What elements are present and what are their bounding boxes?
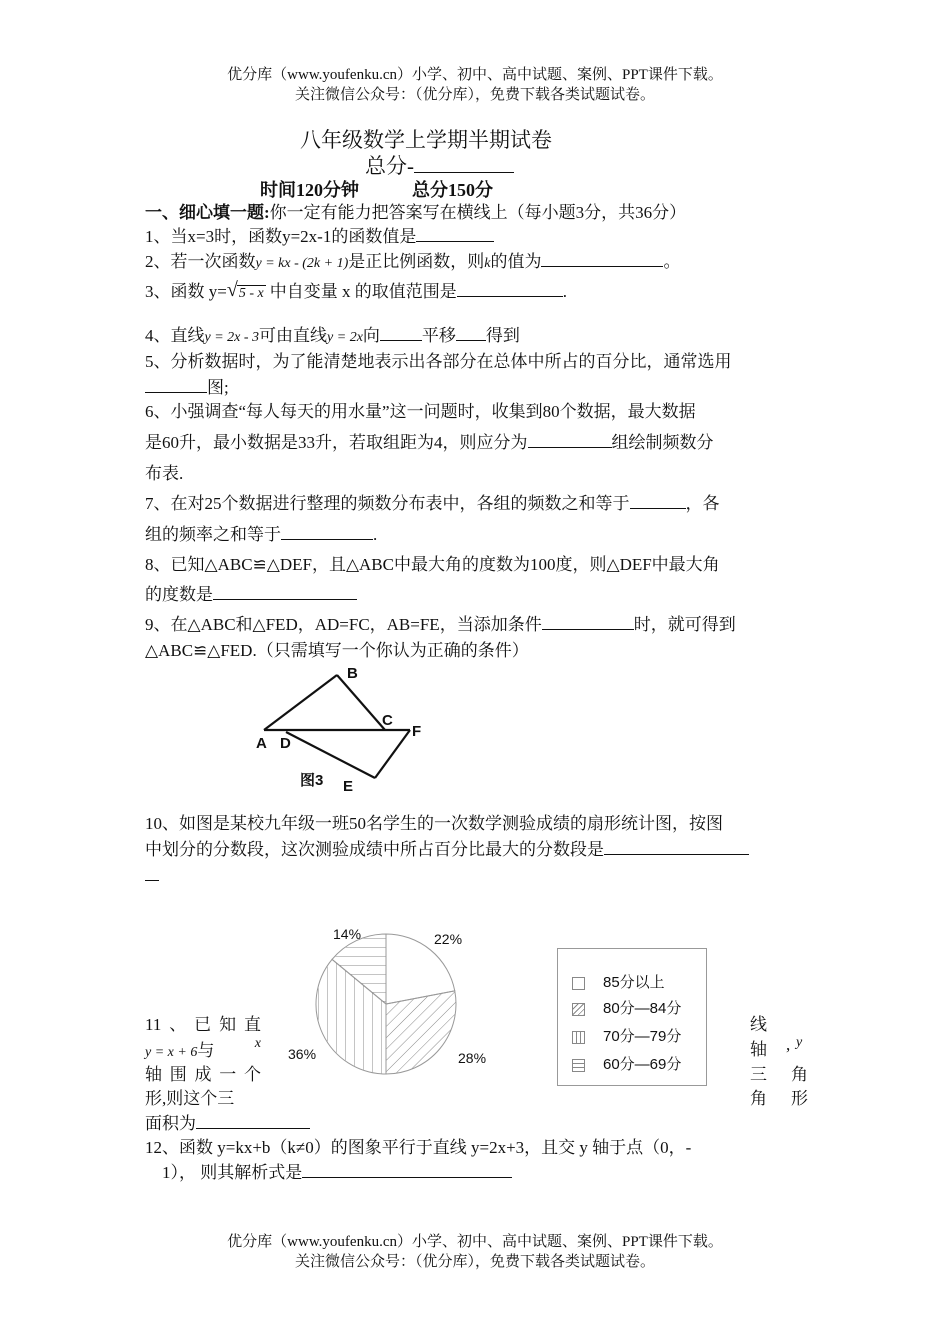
- q7-text-b: ，各: [685, 494, 720, 513]
- q8-answer-blank[interactable]: [213, 583, 357, 600]
- q11-jiao2-char: 角: [750, 1089, 767, 1108]
- q11-jiao-char: 角: [791, 1065, 808, 1084]
- page-footer-line2: 关注微信公众号：（优分库），免费下载各类试题试卷。: [294, 1254, 655, 1270]
- q10-text-b: 中划分的分数段，这次测验成绩中所占百分比最大的分数段是: [145, 840, 604, 859]
- q12-text-b: 1）， 则其解析式是: [162, 1163, 303, 1182]
- legend-item-85: 85分以上: [572, 971, 665, 992]
- pie-slice-80-84: [386, 991, 456, 1074]
- question-7-cont: [145, 523, 810, 547]
- page-footer-line1: 优分库（www.youfenku.cn）小学、初中、高中试题、案例、PPT课件下载。: [227, 1234, 723, 1250]
- q2-text-c: 的值为: [490, 252, 542, 271]
- q3-answer-blank[interactable]: [457, 280, 563, 297]
- q4-text-b: 可由直线: [259, 326, 328, 345]
- question-9-cont: △ABC≌△FED.（只需填写一个你认为正确的条件）: [145, 641, 529, 660]
- q2-text-a: 2、若一次函数: [145, 252, 256, 271]
- q2-k: k: [484, 256, 491, 271]
- point-b-label: B: [347, 665, 358, 682]
- q10-answer-blank-cont[interactable]: [145, 864, 159, 881]
- q11-text-e: 面积为: [145, 1114, 196, 1133]
- section1-instruction: 你一定有能力把答案写在横线上（每小题3分，共36分）: [269, 203, 687, 222]
- question-2: [145, 250, 810, 276]
- q11-san-char: 三: [750, 1065, 767, 1084]
- q11-y: y: [796, 1035, 803, 1050]
- q10-answer-blank[interactable]: [604, 838, 749, 855]
- q7-frequency-blank[interactable]: [630, 492, 686, 509]
- section1-heading: [145, 201, 810, 225]
- q4-formula-1: y = 2x - 3: [204, 330, 260, 345]
- question-12-cont: [162, 1161, 827, 1185]
- q11-shape-line: [750, 1084, 808, 1109]
- q2-answer-blank[interactable]: [541, 250, 663, 267]
- total-score-blank[interactable]: [414, 156, 514, 173]
- question-8-cont: [145, 583, 810, 607]
- q4-formula-2: y = 2x: [327, 330, 363, 345]
- page-header-line1: 优分库（www.youfenku.cn）小学、初中、高中试题、案例、PPT课件下载。: [227, 67, 723, 83]
- q2-end: 。: [663, 252, 681, 271]
- question-10-tail: [145, 864, 810, 888]
- q7-text-a: 7、在对25个数据进行整理的频数分布表中，各组的频数之和等于: [145, 494, 630, 513]
- q2-text-b: 是正比例函数，则: [348, 252, 485, 271]
- q11-triangle-line: [750, 1060, 808, 1085]
- score-pie-chart: [288, 920, 500, 1080]
- q11-area-line: [145, 1109, 310, 1134]
- q11-with: 与: [197, 1041, 215, 1060]
- q1-text: 1、当x=3时，函数y=2x-1的函数值是: [145, 227, 417, 246]
- section1-title: 一、细心填一题:: [145, 203, 270, 222]
- q4-text-c: 向: [362, 326, 380, 345]
- legend-item-70: 70分—79分: [572, 1025, 681, 1046]
- q4-direction-blank[interactable]: [380, 324, 422, 341]
- q11-xing-char: 形: [791, 1089, 808, 1108]
- question-1: [145, 225, 810, 249]
- q1-answer-blank[interactable]: [416, 225, 494, 242]
- point-e-label: E: [343, 778, 354, 795]
- q11-line-char: 线: [750, 1015, 767, 1034]
- legend-item-80: 80分—84分: [572, 997, 681, 1018]
- legend-swatch-diagonal: [572, 1003, 585, 1016]
- question-4: [145, 324, 810, 350]
- pie-label-36: 36%: [288, 1046, 317, 1062]
- q11-formula-line: [145, 1036, 261, 1061]
- total-score-label: 总分-: [365, 154, 414, 178]
- pie-label-22: 22%: [434, 931, 463, 947]
- q11-answer-blank[interactable]: [196, 1112, 310, 1129]
- q4-text-e: 得到: [485, 326, 520, 345]
- point-d-label: D: [280, 735, 291, 752]
- segment-ab: [264, 675, 337, 730]
- point-a-label: A: [256, 735, 267, 752]
- segment-bc: [337, 675, 385, 730]
- question-5-cont: [145, 376, 810, 400]
- time-info: 时间120分钟: [260, 180, 359, 200]
- question-8: 8、已知△ABC≌△DEF，且△ABC中最大角的度数为100度，则△DEF中最大角: [145, 555, 720, 574]
- q9-text-a: 9、在△ABC和△FED，AD=FC，AB=FE，当添加条件: [145, 615, 542, 634]
- question-10: 10、如图是某校九年级一班50名学生的一次数学测验成绩的扇形统计图，按图: [145, 814, 723, 833]
- q3-text-b: 中自变量 x 的取值范围是: [269, 282, 457, 301]
- pie-label-28: 28%: [458, 1050, 487, 1066]
- q5-answer-blank[interactable]: [145, 376, 207, 393]
- legend-swatch-horizontal: [572, 1059, 585, 1072]
- q4-text-a: 4、直线: [145, 326, 205, 345]
- total-info: 总分150分: [412, 180, 493, 200]
- question-3: [145, 280, 810, 306]
- q11-formula: y = x + 6: [145, 1045, 198, 1060]
- q11-axis-char: 轴: [750, 1040, 767, 1059]
- figure-3-diagram: [250, 660, 440, 800]
- question-12: 12、函数 y=kx+b（k≠0）的图象平行于直线 y=2x+3，且交 y 轴于点（0，-: [145, 1138, 692, 1157]
- q9-text-b: 时，就可得到: [633, 615, 736, 634]
- q3-text-a: 3、函数 y=: [145, 282, 227, 301]
- q11-axis-line: 轴 , y: [750, 1035, 803, 1059]
- page-header-line2: 关注微信公众号：（优分库），免费下载各类试题试卷。: [294, 87, 655, 103]
- q3-radicand: 5 - x: [238, 286, 264, 301]
- point-f-label: F: [412, 723, 422, 740]
- q2-formula: y = kx - (2k + 1): [255, 256, 349, 271]
- q8-text-b: 的度数是: [145, 585, 213, 604]
- exam-title: 八年级数学上学期半期试卷: [300, 128, 552, 152]
- q4-distance-blank[interactable]: [456, 324, 486, 341]
- segment-ef: [375, 730, 410, 778]
- q9-answer-blank[interactable]: [542, 613, 634, 630]
- q3-radical: √ 5 - x: [226, 279, 264, 301]
- question-5: 5、分析数据时，为了能清楚地表示出各部分在总体中所占的百分比，通常选用: [145, 352, 732, 371]
- q6-answer-blank[interactable]: [528, 431, 612, 448]
- q11-text-c: 轴围成一个: [145, 1065, 261, 1084]
- question-6-end: 布表.: [145, 464, 184, 483]
- q7-rate-blank[interactable]: [281, 523, 373, 540]
- point-c-label: C: [382, 712, 393, 729]
- q11-text-d: 形,则这个三: [145, 1089, 235, 1108]
- q7-text-c: 组的频率之和等于: [145, 525, 281, 544]
- q3-end: .: [562, 282, 567, 301]
- pie-label-14: 14%: [333, 926, 362, 942]
- q11-text-a: 11、已知直: [145, 1015, 261, 1034]
- q7-text-d: .: [373, 525, 378, 544]
- question-6: 6、小强调查“每人每天的用水量”这一问题时，收集到80个数据，最大数据: [145, 402, 696, 421]
- q12-answer-blank[interactable]: [302, 1161, 512, 1178]
- question-6-cont: [145, 431, 810, 455]
- question-7: [145, 492, 810, 516]
- question-10-cont: [145, 838, 810, 862]
- figure-3-caption: 图3: [300, 772, 324, 789]
- q4-text-d: 平移: [421, 326, 456, 345]
- q6-text-c: 组绘制频数分: [611, 433, 714, 452]
- legend-swatch-blank: [572, 977, 585, 990]
- question-9: [145, 613, 810, 637]
- q6-text-b: 是60升，最小数据是33升，若取组距为4，则应分为: [145, 433, 528, 452]
- pie-legend: [557, 948, 707, 1086]
- q5-text-b: 图;: [207, 378, 229, 397]
- q11-x: x: [254, 1036, 261, 1051]
- legend-swatch-vertical: [572, 1031, 585, 1044]
- legend-item-60: 60分—69分: [572, 1053, 681, 1074]
